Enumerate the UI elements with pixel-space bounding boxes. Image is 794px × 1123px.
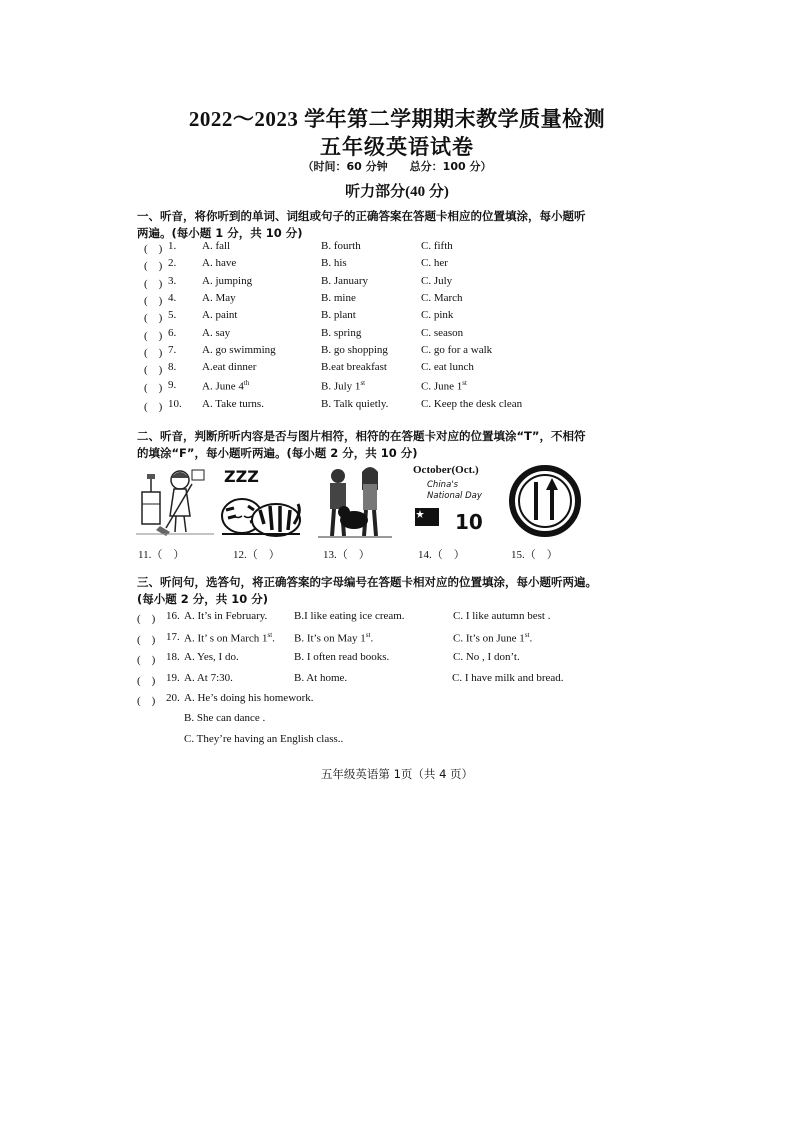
question-number: 3. <box>168 275 177 287</box>
ordinal-suffix: st <box>365 631 371 639</box>
option-a: A. paint <box>202 309 238 321</box>
option-b <box>321 379 365 393</box>
question-number: 9. <box>168 379 177 391</box>
picture-answer-14[interactable]: 14.（ ） <box>418 549 465 561</box>
question-number: 8. <box>168 361 177 373</box>
option-c-end: . <box>529 632 533 645</box>
part1-instruction-line1: 一、听音，将你听到的单词、词组或句子的正确答案在答题卡相应的位置填涂，每小题听 <box>137 209 586 223</box>
option-b: B. go shopping <box>321 344 388 356</box>
answer-paren[interactable]: ( ) <box>137 695 156 707</box>
question-number: 16. <box>166 610 180 622</box>
question-number: 20. <box>166 692 180 704</box>
question-number: 10. <box>168 398 182 410</box>
part2-instruction-line2: 的填涂“F”，每小题听两遍。(每小题 2 分，共 10 分) <box>137 446 418 460</box>
option-c: C. fifth <box>421 240 453 252</box>
option-c: C. I like autumn best . <box>453 610 551 622</box>
answer-paren[interactable]: ( ) <box>144 382 163 394</box>
option-c: C. season <box>421 327 464 339</box>
option-b: B. At home. <box>294 672 348 684</box>
picture-answer-11[interactable]: 11.（ ） <box>138 549 185 561</box>
answer-paren[interactable]: ( ) <box>144 243 163 255</box>
option-c-text: C. June 1 <box>421 380 463 393</box>
option-b: B. I often read books. <box>294 651 390 663</box>
national-day-calendar <box>413 464 485 542</box>
answer-paren[interactable]: ( ) <box>144 330 163 342</box>
girl-sweeping-picture <box>136 464 214 538</box>
option-a: A. May <box>202 292 236 304</box>
answer-paren[interactable]: ( ) <box>144 347 163 359</box>
option-b: B. his <box>321 257 347 269</box>
sleeping-tiger-picture <box>214 464 302 542</box>
picture-answer-13[interactable]: 13.（ ） <box>323 549 370 561</box>
option-a: A. jumping <box>202 275 253 287</box>
option-a-text: A. It’ s on March 1 <box>184 632 268 645</box>
option-a-end: . <box>272 632 275 645</box>
question-number: 18. <box>166 651 180 663</box>
exam-time-score: （时间：60 分钟 总分：100 分） <box>302 160 492 173</box>
option-a: A. Take turns. <box>202 398 264 410</box>
option-b: B. January <box>321 275 369 287</box>
answer-paren[interactable]: ( ) <box>144 278 163 290</box>
option-b-end: . <box>370 632 374 645</box>
option-a-text: A. June 4 <box>202 380 244 393</box>
question-number: 7. <box>168 344 177 356</box>
option-c: C. March <box>421 292 463 304</box>
option-b: B. fourth <box>321 240 361 252</box>
option-a <box>184 631 275 645</box>
question-number: 1. <box>168 240 177 252</box>
picture-answer-15[interactable]: 15.（ ） <box>511 549 558 561</box>
ordinal-suffix: st <box>360 379 366 387</box>
option-c: C. eat lunch <box>421 361 474 373</box>
question-number: 6. <box>168 327 177 339</box>
option-a: A.eat dinner <box>202 361 257 373</box>
exam-title: 2022～2023 学年第二学期期末教学质量检测 <box>188 107 606 131</box>
picture-answer-12[interactable]: 12.（ ） <box>233 549 280 561</box>
part3-instruction-line1: 三、听问句，选答句，将正确答案的字母编号在答题卡相对应的位置填涂，每小题听两遍。 <box>137 575 597 589</box>
option-c: C. go for a walk <box>421 344 493 356</box>
ordinal-suffix: st <box>462 379 467 387</box>
part1-instruction-line2: 两遍。(每小题 1 分，共 10 分) <box>137 226 303 240</box>
calendar-month: October(Oct.) <box>413 464 479 476</box>
option-c: C. They’re having an English class.. <box>184 733 344 745</box>
option-a: A. say <box>202 327 231 339</box>
traffic-sign-picture <box>506 464 584 540</box>
option-a: A. have <box>202 257 237 269</box>
part2-instruction-line1: 二、听音，判断所听内容是否与图片相符，相符的在答题卡对应的位置填涂“T”，不相符 <box>137 429 586 443</box>
calendar-line2: National Day <box>427 491 482 501</box>
ordinal-suffix: th <box>243 379 250 387</box>
part3-instruction-line2: (每小题 2 分，共 10 分) <box>137 592 269 606</box>
china-flag-icon <box>415 508 439 526</box>
option-b: B. mine <box>321 292 356 304</box>
option-c: C. her <box>421 257 448 269</box>
option-b-text: B. July 1 <box>321 380 361 393</box>
option-a: A. At 7:30. <box>184 672 233 684</box>
option-b: B. spring <box>321 327 362 339</box>
calendar-day: 10 <box>455 510 483 534</box>
sleep-zzz-text: ZZZ <box>224 467 259 486</box>
listening-section-title: 听力部分(40 分) <box>345 184 449 200</box>
ordinal-suffix: st <box>524 631 530 639</box>
answer-paren[interactable]: ( ) <box>137 654 156 666</box>
option-b: B.I like eating ice cream. <box>294 610 405 622</box>
option-c: C. pink <box>421 309 454 321</box>
calendar-line1: China's <box>427 480 459 490</box>
answer-paren[interactable]: ( ) <box>144 295 163 307</box>
option-c <box>421 379 467 393</box>
answer-paren[interactable]: ( ) <box>137 613 156 625</box>
option-b: B. Talk quietly. <box>321 398 389 410</box>
option-a: A. It’s in February. <box>184 610 268 622</box>
question-number: 19. <box>166 672 180 684</box>
option-c: C. No , I don’t. <box>453 651 520 663</box>
option-c: C. I have milk and bread. <box>452 672 564 684</box>
exam-subtitle: 五年级英语试卷 <box>320 135 474 159</box>
answer-paren[interactable]: ( ) <box>144 260 163 272</box>
question-number: 5. <box>168 309 177 321</box>
option-a: A. He’s doing his homework. <box>184 692 314 704</box>
answer-paren[interactable]: ( ) <box>144 364 163 376</box>
option-c <box>453 631 532 645</box>
answer-paren[interactable]: ( ) <box>137 675 156 687</box>
option-a: A. go swimming <box>202 344 276 356</box>
option-a: A. fall <box>202 240 231 252</box>
option-b: B. plant <box>321 309 356 321</box>
option-b-text: B. It’s on May 1 <box>294 632 366 645</box>
question-number: 4. <box>168 292 177 304</box>
people-with-dog-picture <box>318 464 392 540</box>
option-b: B. She can dance . <box>184 712 266 724</box>
answer-paren[interactable]: ( ) <box>144 401 163 413</box>
question-number: 17. <box>166 631 180 643</box>
option-c: C. July <box>421 275 453 287</box>
ordinal-suffix: st <box>267 631 273 639</box>
option-c: C. Keep the desk clean <box>421 398 523 410</box>
answer-paren[interactable]: ( ) <box>144 312 163 324</box>
option-c-text: C. It’s on June 1 <box>453 632 525 645</box>
option-b <box>294 631 373 645</box>
option-a: A. Yes, I do. <box>184 651 239 663</box>
question-number: 2. <box>168 257 177 269</box>
option-a <box>202 379 249 393</box>
answer-paren[interactable]: ( ) <box>137 634 156 646</box>
page-footer: 五年级英语第 1页（共 4 页） <box>320 767 474 781</box>
option-b: B.eat breakfast <box>321 361 387 373</box>
